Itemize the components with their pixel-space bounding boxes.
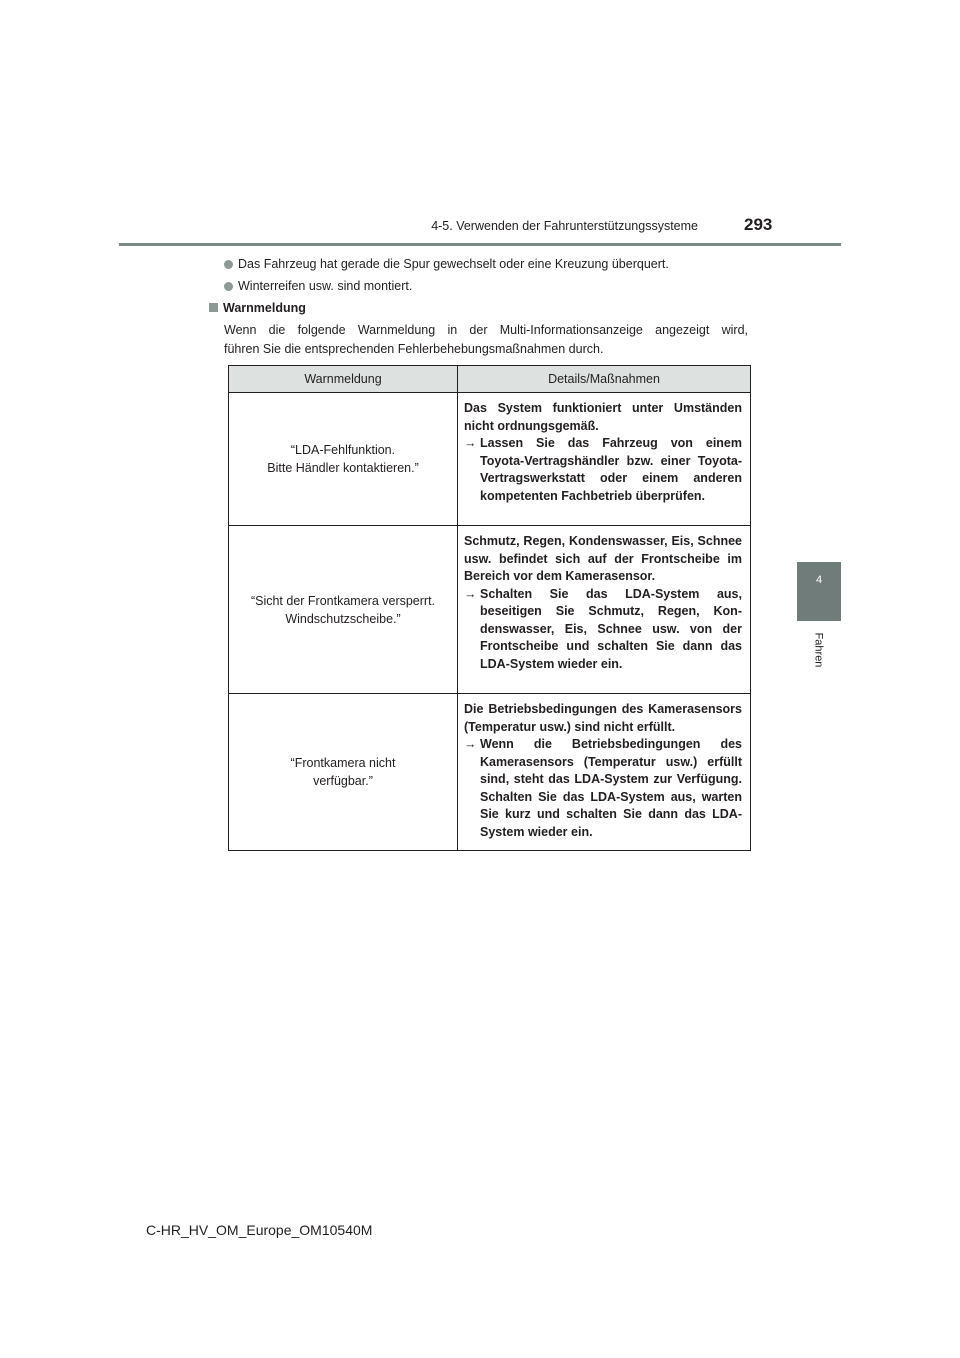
header-title: 4-5. Verwenden der Fahrunterstützungssysteme bbox=[431, 219, 698, 233]
action-item bbox=[464, 586, 742, 674]
footer-doc-id: C-HR_HV_OM_Europe_OM10540M bbox=[146, 1222, 373, 1238]
header-rule bbox=[119, 243, 841, 246]
chapter-label-text: Fahren bbox=[812, 632, 825, 668]
action-item bbox=[464, 435, 742, 505]
message-line: “Frontkamera nicht bbox=[290, 756, 396, 770]
chapter-tab: 4 bbox=[797, 562, 841, 621]
table-header-row bbox=[229, 366, 751, 393]
message-line: “Sicht der Frontkamera versperrt. bbox=[250, 593, 436, 608]
warning-message-cell bbox=[229, 393, 458, 526]
details-cell bbox=[458, 694, 751, 851]
section-heading-text: Warnmeldung bbox=[223, 301, 306, 315]
warning-table bbox=[228, 365, 751, 851]
chapter-label bbox=[808, 627, 828, 673]
condition-text: Schmutz, Regen, Kondenswasser, Eis, Schnee usw. befindet sich auf der Frontscheibe im Bereich vor dem Kamerasensor. bbox=[464, 534, 742, 583]
section-heading bbox=[209, 301, 306, 315]
bullet-text: Winterreifen usw. sind montiert. bbox=[238, 279, 413, 293]
action-text: Lassen Sie das Fahrzeug von einem Toyota-Vertragshändler bzw. einer Toyota-Vertragswerkstatt oder einem anderen kompetenten Fachbetrieb überprüfen. bbox=[480, 436, 742, 503]
bullet-text: Das Fahrzeug hat gerade die Spur gewechselt oder eine Kreuzung überquert. bbox=[238, 257, 669, 271]
action-text: Wenn die Betriebsbedingungen des Kamerasensors (Temperatur usw.) erfüllt sind, steht das LDA-System zur Verfügung. Schalten Sie das LDA-System aus, warten Sie kurz und schalten Sie dann das LDA-System wieder ein. bbox=[480, 737, 742, 839]
message-line: Windschutzscheibe.” bbox=[285, 611, 401, 626]
message-line: Bitte Händler kontaktieren.” bbox=[267, 461, 419, 475]
action-text: Schalten Sie das LDA-System aus, beseitigen Sie Schmutz, Regen, Kondenswasser, Eis, Schnee usw. von der Frontscheibe und schalten Sie dann das LDA-System wieder ein. bbox=[480, 586, 742, 671]
arrow-right-icon: → bbox=[464, 436, 477, 450]
circle-bullet-icon bbox=[224, 260, 233, 269]
intro-line: Wenn die folgende Warnmeldung in der Multi-Informationsanzeige angezeigt wird, bbox=[224, 323, 748, 337]
table-row bbox=[229, 526, 751, 694]
bullet-item bbox=[224, 279, 412, 293]
details-cell bbox=[458, 393, 751, 526]
action-item bbox=[464, 736, 742, 841]
table-row bbox=[229, 393, 751, 526]
condition-text: Das System funktioniert unter Umständen nicht ordnungsgemäß. bbox=[464, 401, 742, 433]
bullet-item bbox=[224, 257, 669, 271]
message-line: verfügbar.” bbox=[313, 774, 373, 788]
column-header-message: Warnmeldung bbox=[229, 366, 458, 393]
details-cell bbox=[458, 526, 751, 694]
condition-text: Die Betriebsbedingungen des Kamerasensors (Temperatur usw.) sind nicht erfüllt. bbox=[464, 702, 742, 734]
square-bullet-icon bbox=[209, 303, 218, 312]
section-intro bbox=[224, 321, 748, 358]
warning-message-cell bbox=[229, 526, 458, 694]
arrow-right-icon: → bbox=[464, 586, 477, 601]
column-header-details: Details/Maßnahmen bbox=[458, 366, 751, 393]
page-number: 293 bbox=[744, 215, 773, 234]
intro-line: führen Sie die entsprechenden Fehlerbehebungsmaßnahmen durch. bbox=[224, 341, 604, 356]
message-line: “LDA-Fehlfunktion. bbox=[290, 443, 396, 457]
warning-message-cell bbox=[229, 694, 458, 851]
table-row bbox=[229, 694, 751, 851]
arrow-right-icon: → bbox=[464, 737, 477, 751]
circle-bullet-icon bbox=[224, 282, 233, 291]
